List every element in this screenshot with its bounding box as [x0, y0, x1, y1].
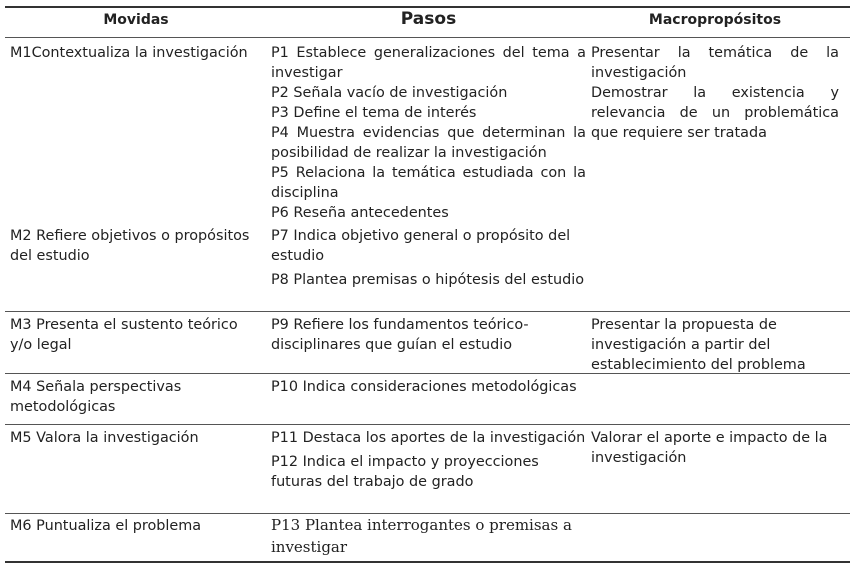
pasos-m5 [271, 428, 586, 492]
header-pasos: Pasos [400, 9, 457, 29]
paso-p13: P13 Plantea interrogantes o premisas a investigar [271, 516, 572, 556]
paso-p12: P12 Indica el impacto y proyecciones futuras del trabajo de grado [271, 454, 539, 490]
movida-m3: M3 Presenta el sustento teórico y/o legal [10, 317, 238, 353]
header-rule [5, 37, 850, 38]
macro-m3 [591, 315, 839, 375]
pasos-m3 [271, 315, 586, 355]
header-macropropositos: Macropropósitos [648, 12, 782, 28]
macro-item: Presentar la temática de la investigación [591, 45, 839, 81]
movida-m5: M5 Valora la investigación [10, 430, 199, 446]
movida-m2: M2 Refiere objetivos o propósitos del estudio [10, 228, 250, 264]
row-rule [5, 424, 850, 425]
paso-p2: P2 Señala vacío de investigación [271, 85, 508, 101]
macro-item: Presentar la propuesta de investigación a partir del establecimiento del problema [591, 317, 806, 373]
table-top-rule [5, 6, 850, 8]
moves-steps-table [5, 6, 850, 563]
paso-p9: P9 Refiere los fundamentos teórico-disciplinares que guían el estudio [271, 317, 529, 353]
macro-m1 [591, 43, 839, 143]
macro-m5 [591, 428, 839, 468]
paso-p1: P1 Establece generalizaciones del tema a investigar [271, 45, 586, 81]
movida-m1: M1Contextualiza la investigación [10, 45, 248, 61]
paso-p3: P3 Define el tema de interés [271, 105, 477, 121]
macro-item: Demostrar la existencia y relevancia de un problemática que requiere ser tratada [591, 85, 839, 141]
movida-m6: M6 Puntualiza el problema [10, 518, 202, 534]
paso-p8: P8 Plantea premisas o hipótesis del estudio [271, 272, 585, 288]
paso-p4: P4 Muestra evidencias que determinan la posibilidad de realizar la investigación [271, 125, 586, 161]
header-movidas: Movidas [103, 12, 169, 28]
table-bottom-rule [5, 561, 850, 563]
paso-p10: P10 Indica consideraciones metodológicas [271, 379, 577, 395]
pasos-m1 [271, 43, 586, 223]
paso-p7: P7 Indica objetivo general o propósito del estudio [271, 228, 571, 264]
pasos-m4 [271, 377, 586, 397]
paso-p11: P11 Destaca los aportes de la investigación [271, 430, 586, 446]
macro-item: Valorar el aporte e impacto de la investigación [591, 430, 828, 466]
movida-m4: M4 Señala perspectivas metodológicas [10, 379, 182, 415]
paso-p5: P5 Relaciona la temática estudiada con la disciplina [271, 165, 586, 201]
row-rule [5, 311, 850, 312]
paso-p6: P6 Reseña antecedentes [271, 205, 449, 221]
pasos-m6 [271, 514, 586, 558]
pasos-m2 [271, 226, 586, 290]
